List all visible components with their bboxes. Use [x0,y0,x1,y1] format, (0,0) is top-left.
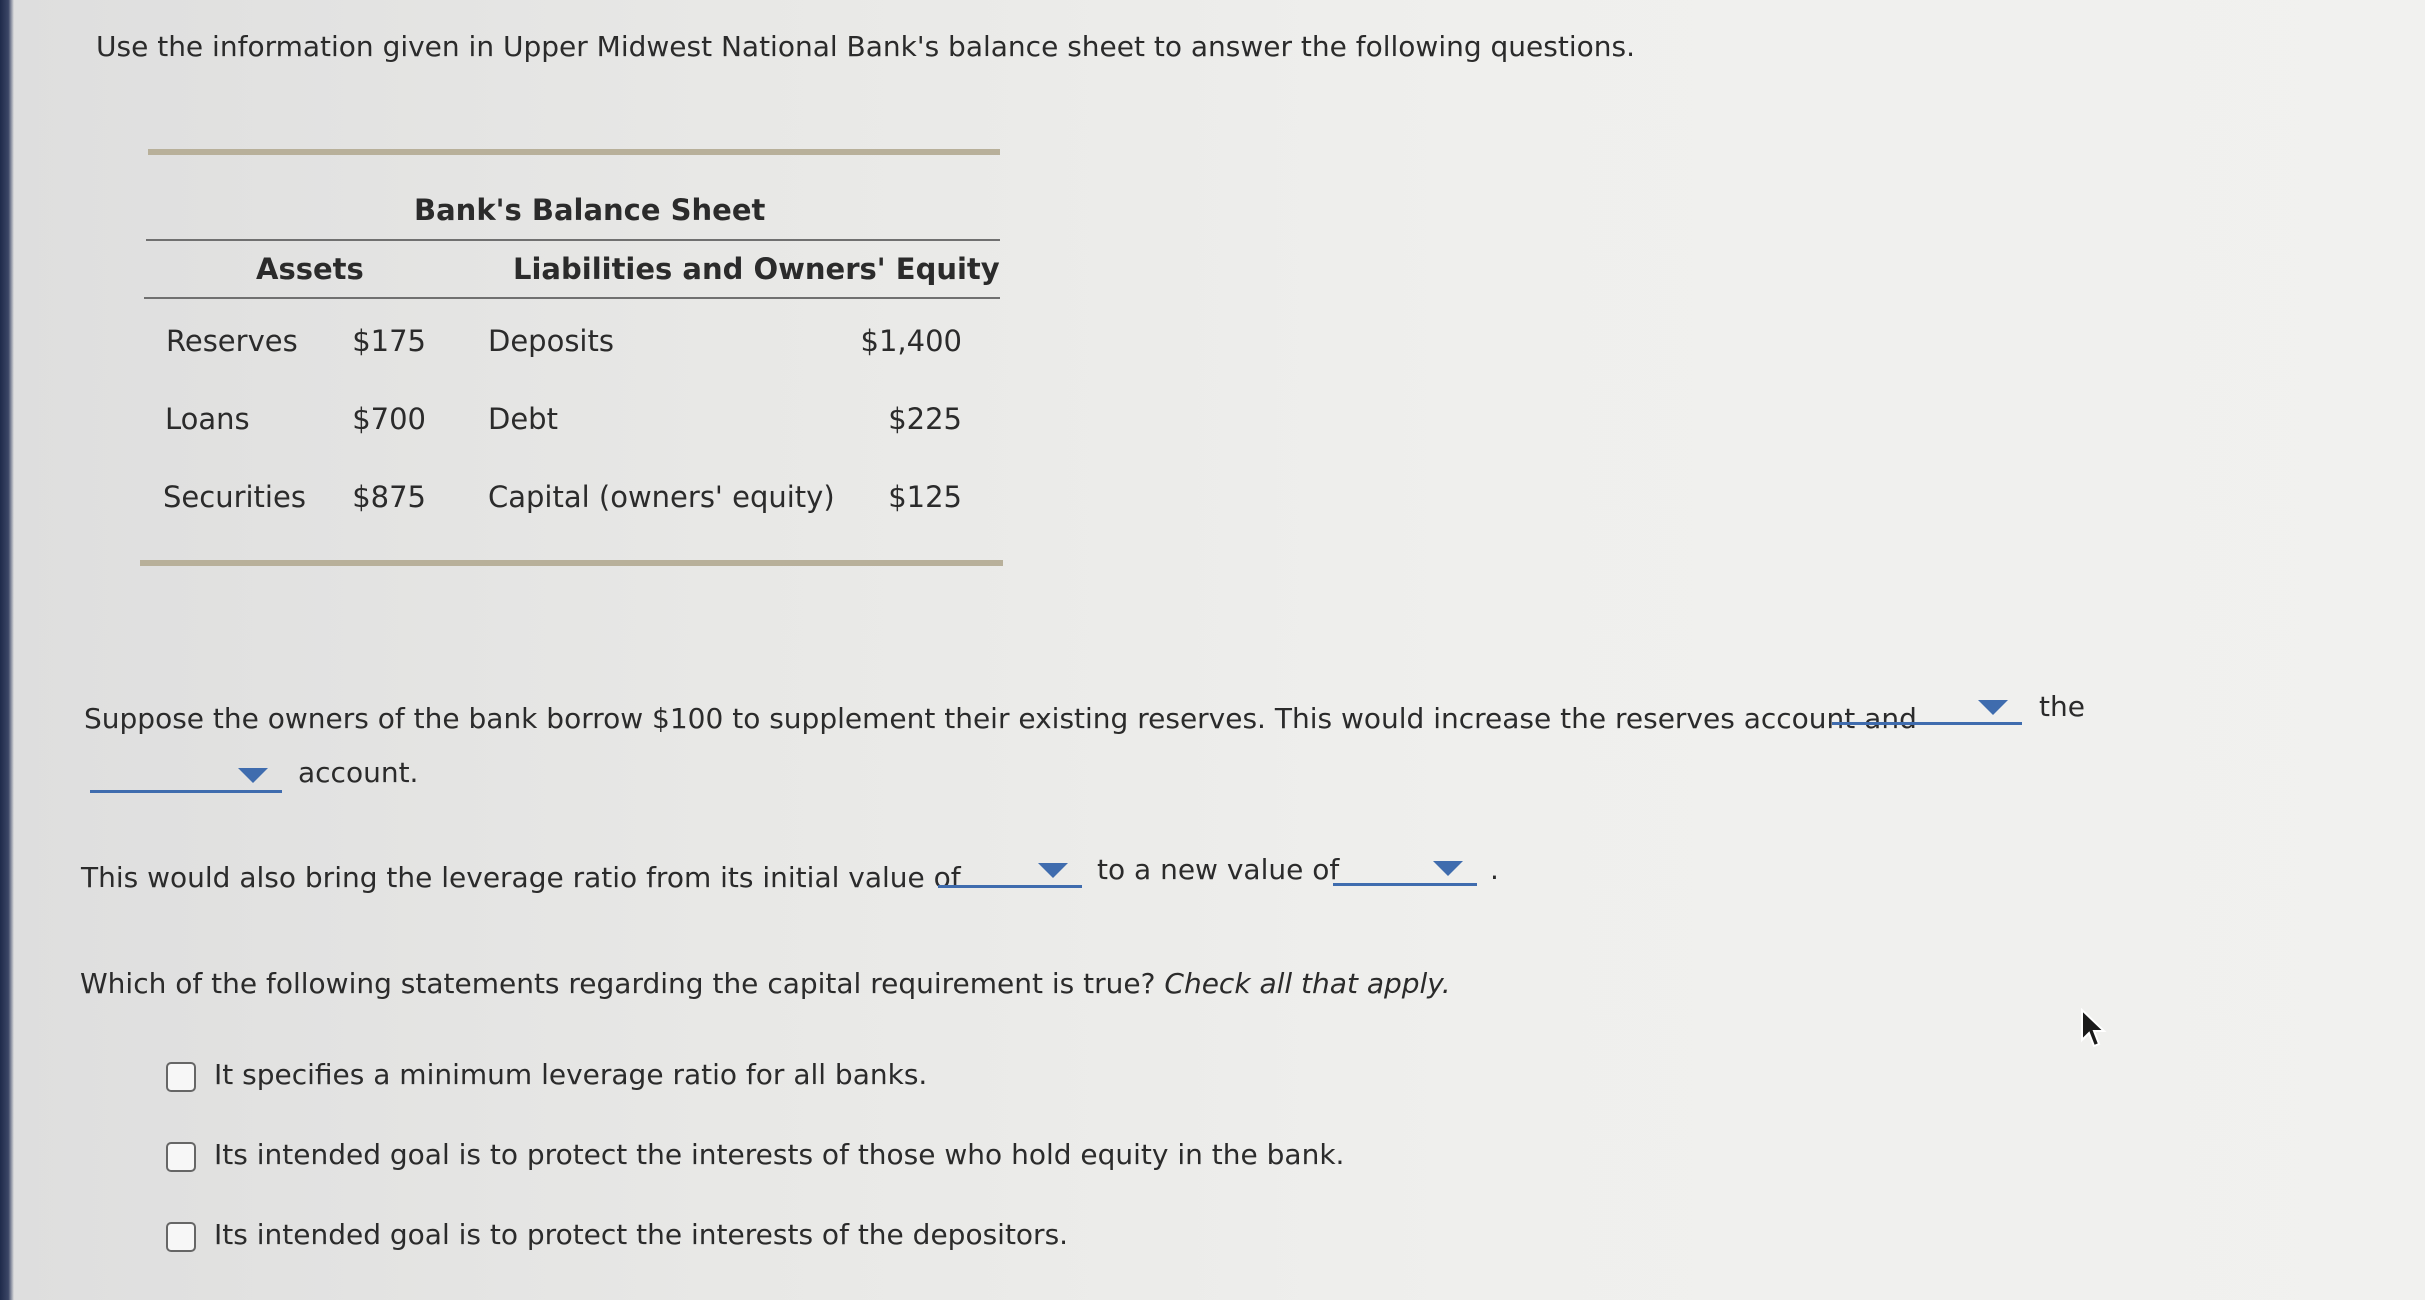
liability-label: Deposits [488,324,614,358]
question3-instruction: Check all that apply. [1164,967,1451,1000]
balance-sheet-title: Bank's Balance Sheet [414,193,766,227]
option-label: Its intended goal is to protect the interests of those who hold equity in the bank. [214,1138,1345,1171]
asset-label: Securities [163,480,306,514]
question2-text-mid: to a new value of [1097,853,1340,886]
triangle-down-icon [238,768,268,783]
intro-text: Use the information given in Upper Midwest National Bank's balance sheet to answer the following questions. [96,30,1635,63]
question3-prompt: Which of the following statements regarding the capital requirement is true? [80,967,1156,1000]
account-dropdown-1[interactable] [1832,688,2022,725]
liability-value: $1,400 [860,324,962,358]
triangle-down-icon [1038,863,1068,878]
header-divider [144,297,1000,299]
new-leverage-dropdown[interactable] [1333,849,1477,886]
table-top-rule [148,149,1000,155]
assets-header: Assets [256,252,364,286]
checkbox[interactable] [166,1142,196,1172]
option-label: Its intended goal is to protect the interests of the depositors. [214,1218,1069,1251]
liability-label: Debt [488,402,558,436]
checkbox[interactable] [166,1222,196,1252]
triangle-down-icon [1978,700,2008,715]
asset-value: $175 [352,324,426,358]
question1-text-end: account. [298,756,419,789]
question1-text: Suppose the owners of the bank borrow $100 to supplement their existing reserves. This would increase the reserves account and [84,702,1917,735]
question3-text [80,967,1451,1000]
question2-text: This would also bring the leverage ratio from its initial value of [81,861,961,894]
account-dropdown-2[interactable] [90,756,282,793]
liabilities-header: Liabilities and Owners' Equity [513,252,1000,286]
asset-value: $700 [352,402,426,436]
window-edge [0,0,14,1300]
liability-label: Capital (owners' equity) [488,480,835,514]
initial-leverage-dropdown[interactable] [938,851,1082,888]
question2-period: . [1490,853,1499,886]
asset-label: Reserves [166,324,298,358]
mouse-pointer-icon [2080,1008,2108,1050]
triangle-down-icon [1433,861,1463,876]
asset-value: $875 [352,480,426,514]
option-label: It specifies a minimum leverage ratio for all banks. [214,1058,928,1091]
checkbox[interactable] [166,1062,196,1092]
liability-value: $125 [888,480,962,514]
table-bottom-rule [140,560,1003,566]
liability-value: $225 [888,402,962,436]
asset-label: Loans [165,402,250,436]
question1-text-continued: the [2039,690,2085,723]
title-divider [146,239,1000,241]
